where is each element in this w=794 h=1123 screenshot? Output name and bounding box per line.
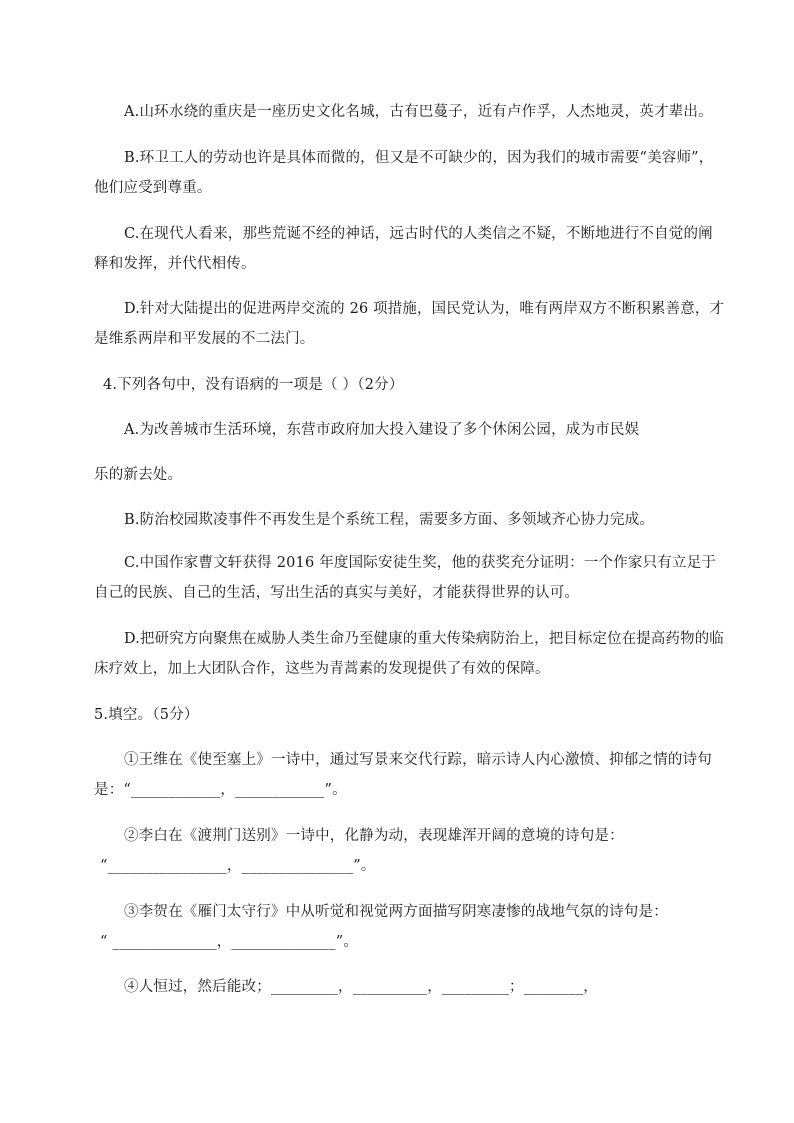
q3-option-b-line2: 他们应受到尊重。 xyxy=(94,180,212,196)
q3-option-d-line2: 是维系两岸和平发展的不二法门。 xyxy=(94,331,315,347)
q4-option-d-line1: D.把研究方向聚焦在威胁人类生命乃至健康的重大传染病防治上，把目标定位在提高药物的临 xyxy=(124,631,724,647)
q4-option-a-line1: A.为改善城市生活环境，东营市政府加大投入建设了多个休闲公园，成为市民娱 xyxy=(124,422,640,438)
q5-item2-line2[interactable]: “________________，_______________”。 xyxy=(100,858,376,874)
q3-option-c-line2: 释和发挥，并代代相传。 xyxy=(94,256,256,272)
q4-option-b: B.防治校园欺凌事件不再发生是个系统工程，需要多方面、多领域齐心协力完成。 xyxy=(124,512,655,528)
q3-option-b-line1: B.环卫工人的劳动也许是具体而微的，但又是不可缺少的，因为我们的城市需要“美容师”， xyxy=(124,150,714,166)
q3-option-d-line1: D.针对大陆提出的促进两岸交流的 26 项措施，国民党认为，唯有两岸双方不断积累善意，才 xyxy=(124,301,725,317)
question-5-stem: 5.填空。（5分） xyxy=(94,707,199,723)
q5-item1-line1: ①王维在《使至塞上》一诗中，通过写景来交代行踪，暗示诗人内心激愤、抑郁之情的诗句 xyxy=(124,752,712,768)
q4-option-d-line2: 床疗效上，加上大团队合作，这些为青蒿素的发现提供了有效的保障。 xyxy=(94,661,550,677)
q3-option-c-line1: C.在现代人看来，那些荒诞不经的神话，远古时代的人类信之不疑，不断地进行不自觉的阐 xyxy=(124,226,713,242)
q5-item2-line1: ②李白在《渡荆门送别》一诗中，化静为动，表现雄浑开阔的意境的诗句是： xyxy=(124,828,624,844)
q5-item3-line1: ③李贺在《雁门太守行》中从听觉和视觉两方面描写阴寒凄惨的战地气氛的诗句是： xyxy=(124,904,668,920)
q5-item4-line1[interactable]: ④人恒过，然后能改；_________，__________，_________；________， xyxy=(124,979,598,995)
q4-option-c-line2: 自己的民族、自己的生活，写出生活的真实与美好，才能获得世界的认可。 xyxy=(94,585,580,601)
q4-option-a-line2: 乐的新去处。 xyxy=(94,467,183,483)
question-4-stem: 4.下列各句中，没有语病的一项是（ ）（2分） xyxy=(103,377,404,393)
q5-item1-line2[interactable]: 是：“____________，____________”。 xyxy=(94,782,347,798)
q3-option-a: A.山环水绕的重庆是一座历史文化名城，古有巴蔓子，近有卢作孚，人杰地灵，英才辈出。 xyxy=(124,104,713,120)
q5-item3-line2[interactable]: “ ______________，______________”。 xyxy=(100,934,359,950)
q4-option-c-line1: C.中国作家曹文轩获得 2016 年度国际安徒生奖，他的获奖充分证明：一个作家只有立足于 xyxy=(124,555,717,571)
